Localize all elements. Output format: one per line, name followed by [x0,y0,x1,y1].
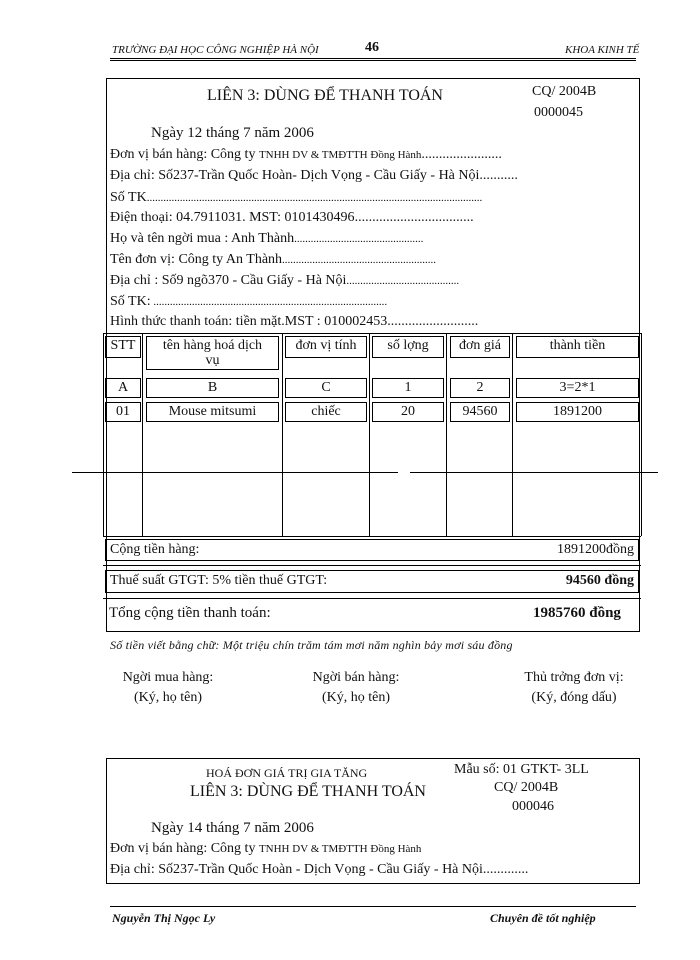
code-2: 2 [450,378,510,398]
page-number: 46 [365,40,379,55]
invoice-1-buyer-unit: Tên đơn vị: Công ty An Thành........................................................ [110,252,437,267]
th-amount: thành tiền [516,336,639,358]
th-price: đơn giá [450,336,510,358]
invoice-1-date: Ngày 12 tháng 7 năm 2006 [151,125,314,141]
th-qty: số lợng [372,336,444,358]
header-rule [110,58,636,59]
stray-rule-right [410,472,658,473]
signature-seller-note: (Ký, họ tên) [321,690,391,705]
signature-buyer-note: (Ký, họ tên) [133,690,203,705]
invoice-2-form-code: CQ/ 2004B [494,780,559,795]
code-c: C [285,378,367,398]
header-faculty: KHOA KINH TẾ [565,44,640,56]
row-qty: 20 [372,402,444,422]
row-unit: chiếc [285,402,367,422]
row-goods: Mouse mitsumi [146,402,279,422]
vat-value: 94560 đồng [565,573,634,588]
footer-author: Nguyễn Thị Ngọc Ly [112,911,216,925]
amount-in-words: Số tiền viết bằng chữ: Một triệu chín trăm tám mơi năm nghìn bảy mơi sáu đồng [110,638,513,652]
seller-label: Đơn vị bán hàng: Công ty [110,147,256,162]
signature-buyer-role: Ngời mua hàng: [122,670,214,685]
invoice-1-form-code: CQ/ 2004B [532,84,597,99]
invoice-2-seller-address: Địa chỉ: Số237-Trần Quốc Hoàn - Dịch Vọng - Cầu Giấy - Hà Nội............. [110,862,529,877]
invoice-1-buyer-address: Địa chỉ : Số9 ngõ370 - Cầu Giấy - Hà Nội......................................... [110,273,460,288]
th-unit: đơn vị tính [285,336,367,358]
invoice-1-payment: Hình thức thanh toán: tiền mặt.MST : 010002453.......................... [110,314,479,329]
subtotal-label: Cộng tiền hàng: [110,542,200,557]
invoice-1-seller-address: Địa chỉ: Số237-Trần Quốc Hoàn- Dịch Vọng - Cầu Giấy - Hà Nội........... [110,168,518,183]
subtotal-row [105,539,639,561]
code-3: 3=2*1 [516,378,639,398]
signature-seller [296,670,416,706]
signature-seller-role: Ngời bán hàng: [312,670,400,685]
seller-name: TNHH DV & TMĐTTH Đồng Hành [258,149,422,161]
th-goods: tên hàng hoá dịch vụ [146,336,279,370]
invoice-2-title: LIÊN 3: DÙNG ĐỂ THANH TOÁN [190,783,426,800]
signature-director [510,670,638,706]
signature-director-note: (Ký, đóng dấu) [531,690,617,705]
footer-rule [110,906,636,907]
vat-row [105,570,639,593]
code-b: B [146,378,279,398]
invoice-2-form-number: Mẫu số: 01 GTKT- 3LL [454,762,589,777]
code-a: A [105,378,141,398]
invoice-1-buyer-name: Họ và tên ngời mua : Anh Thành............................................... [110,231,424,246]
vat-label: Thuế suất GTGT: 5% tiền thuế GTGT: [110,573,328,588]
signature-buyer [108,670,228,706]
invoice-1-seller: Đơn vị bán hàng: Công ty TNHH DV & TMĐTTH Đồng Hành....................... [110,147,502,162]
invoice-2-date: Ngày 14 tháng 7 năm 2006 [151,820,314,836]
invoice-2-serial: 000046 [512,799,554,814]
code-1: 1 [372,378,444,398]
row-price: 94560 [450,402,510,422]
row-amount: 1891200 [516,402,639,422]
header-school: TRƯỜNG ĐẠI HỌC CÔNG NGHIỆP HÀ NỘI [112,44,319,56]
total-label: Tổng cộng tiền thanh toán: [109,605,271,621]
invoice-1-serial: 0000045 [534,105,583,120]
total-value: 1985760 đồng [533,605,621,621]
invoice-1-seller-account: Số TK.......................................................................................................................... [110,190,483,205]
stray-rule-left [72,472,398,473]
invoice-1-buyer-account: Số TK: ..................................................................................... [110,294,388,309]
th-stt: STT [105,336,141,358]
row-stt: 01 [105,402,141,422]
header-rule-2 [110,60,636,61]
invoice-2-seller: Đơn vị bán hàng: Công ty TNHH DV & TMĐTTH Đồng Hành [110,841,422,856]
subtotal-value: 1891200đồng [557,542,634,557]
invoice-1-seller-phone: Điện thoại: 04.7911031. MST: 0101430496.................................. [110,210,474,225]
footer-subject: Chuyên đề tốt nghiệp [490,911,596,925]
invoice-1-title: LIÊN 3: DÙNG ĐỂ THANH TOÁN [207,87,443,104]
invoice-2-heading: HOÁ ĐƠN GIÁ TRỊ GIA TĂNG [206,766,368,780]
table-top-rule [103,333,641,334]
signature-director-role: Thủ trởng đơn vị: [524,670,624,685]
